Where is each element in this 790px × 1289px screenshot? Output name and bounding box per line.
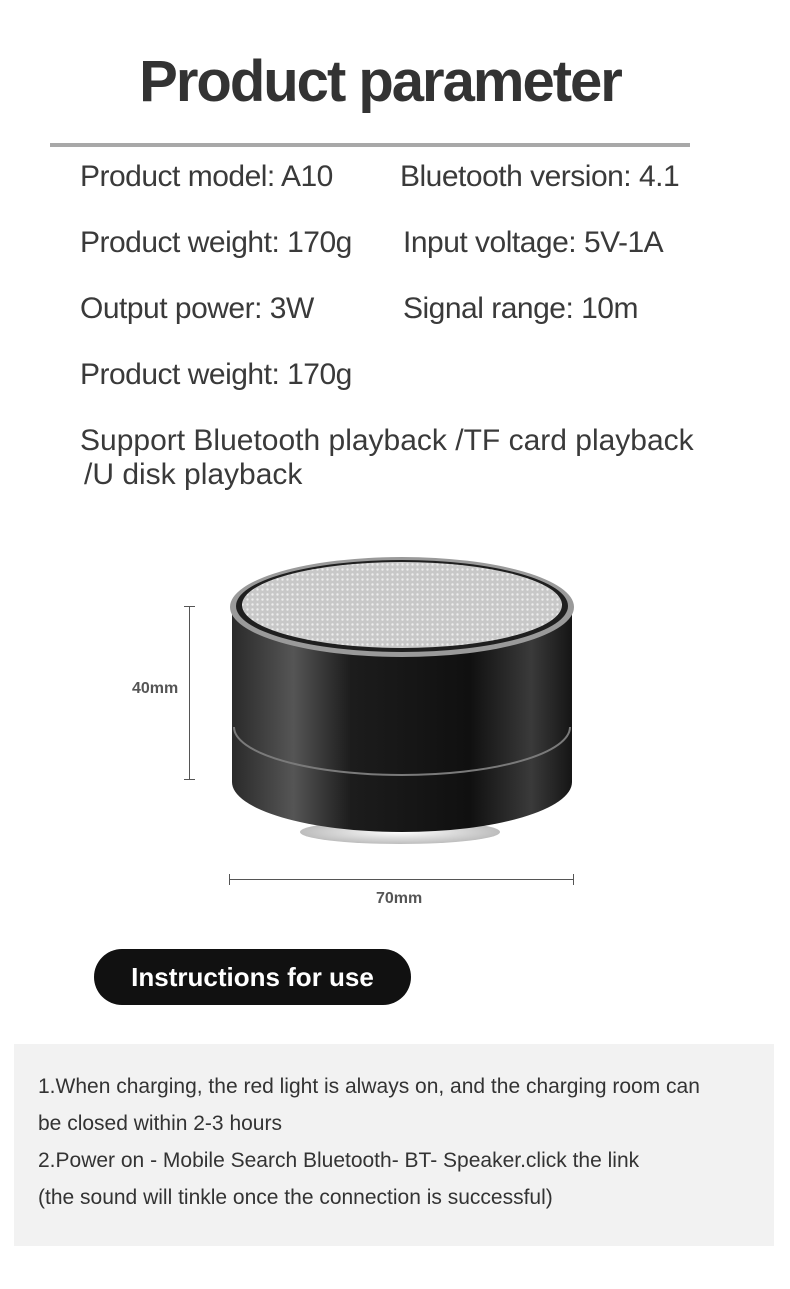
instruction-line-4: (the sound will tinkle once the connection is successful) xyxy=(38,1186,553,1209)
page-title: Product parameter xyxy=(139,49,621,114)
width-dimension-cap-left xyxy=(229,874,230,885)
spec-model: Product model: A10 xyxy=(80,160,333,193)
height-dimension-label: 40mm xyxy=(132,680,179,697)
spec-support xyxy=(80,424,720,492)
height-dimension-cap-top xyxy=(184,606,195,607)
height-dimension-cap-bottom xyxy=(184,779,195,780)
spec-weight-repeat: Product weight: 170g xyxy=(80,358,352,391)
spec-bluetooth-version: Bluetooth version: 4.1 xyxy=(400,160,680,193)
spec-weight: Product weight: 170g xyxy=(80,226,352,259)
spec-input-voltage: Input voltage: 5V-1A xyxy=(403,226,664,259)
instruction-line-1: 1.When charging, the red light is always on, and the charging room can xyxy=(38,1075,700,1098)
title-divider xyxy=(50,143,690,147)
height-dimension-line xyxy=(189,606,190,779)
instruction-line-3: 2.Power on - Mobile Search Bluetooth- BT- Speaker.click the link xyxy=(38,1149,640,1172)
width-dimension-cap-right xyxy=(573,874,574,885)
instruction-line-2: be closed within 2-3 hours xyxy=(38,1112,282,1135)
speaker-product-image xyxy=(225,552,580,852)
width-dimension-label: 70mm xyxy=(376,890,423,907)
support-line-1: Support Bluetooth playback /TF card playback xyxy=(80,424,694,457)
support-line-2: /U disk playback xyxy=(84,458,303,491)
instructions-heading: Instructions for use xyxy=(94,949,411,1005)
spec-signal-range: Signal range: 10m xyxy=(403,292,638,325)
width-dimension-line xyxy=(229,879,574,880)
speaker-grille xyxy=(242,562,562,648)
spec-output-power: Output power: 3W xyxy=(80,292,314,325)
